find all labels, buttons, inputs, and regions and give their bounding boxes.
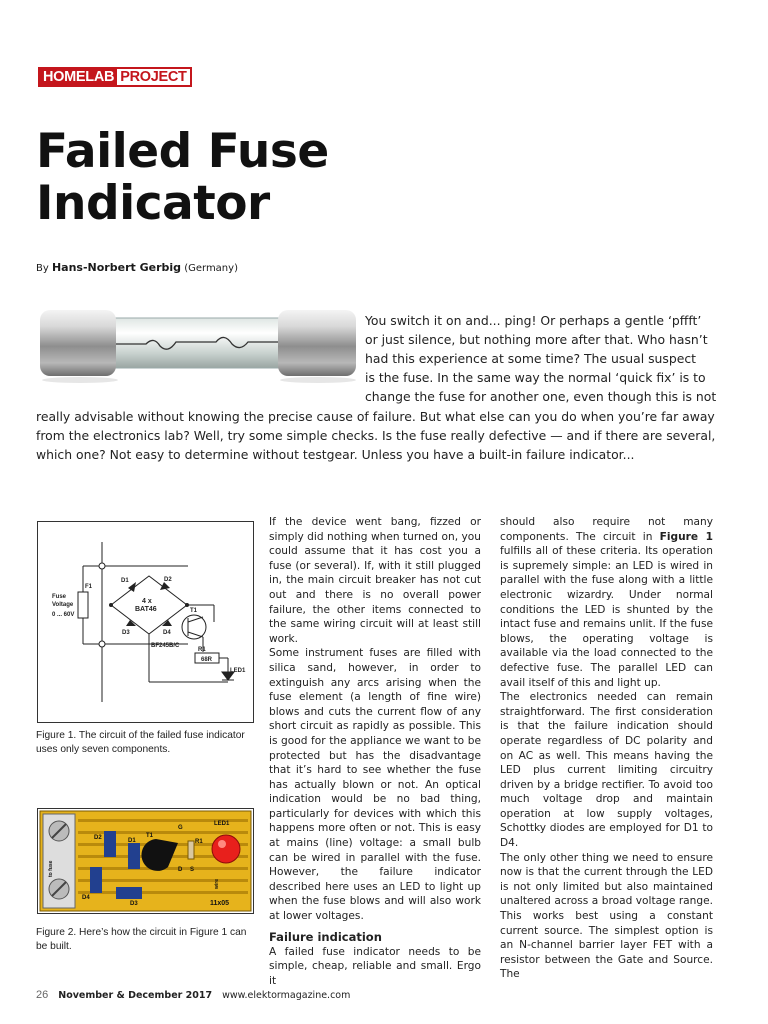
fig1-label-f1: F1 [85,584,93,590]
page-footer [36,990,350,1001]
fig1-label-d1: D1 [121,578,129,584]
section-badge [38,67,192,87]
fuse-illustration [36,306,358,386]
section-heading: Failure indication [269,929,382,944]
author-name: Hans-Norbert Gerbig [51,261,182,274]
article-title [36,126,329,230]
fig2-label-s: S [190,867,195,873]
figure-2-caption: Figure 2. Here’s how the circuit in Figure 1 can be built. [36,927,247,952]
fig1-label-range: 0 ... 60V [52,612,75,618]
figure-1-schematic [37,521,254,723]
fig2-label-d4: D4 [82,895,90,901]
figure-reference: Figure 1 [659,530,713,543]
fig1-label-fuse: Fuse [52,594,67,600]
fig2-label-g: G [178,825,183,831]
issue-date: November & December 2017 [58,990,213,1001]
intro-line: You switch it on and... ping! Or perhaps a gentle ‘pffft’ [365,313,702,328]
fig2-label-size: 11x05 [210,900,230,907]
fig1-label-bridge-count: 4 x [142,598,152,605]
intro-line: is the fuse. In the same way the normal ‘quick fix’ is to [365,370,706,385]
paragraph: Some instrument fuses are filled with silica sand, however, in order to extinguish any arcs arising when the fuse element (a length of fine wire) blows and cuts the current flow of any short circuit as rapidly as possible. This is good for the appliance we want to be protected but has the disadvantage that it’s hard to see whether the fuse has actually blown or not. An optical indication would be no bad thing, particularly for devices with which this happens more often or not. This is easy at mains (line) voltage: a small bulb can be wired in parallel with the fuse. However, the failure indicator described here uses an LED to light up when the fuse blows and will also work at lower voltages. [269,647,481,923]
fig1-label-d2: D2 [164,577,172,583]
intro-line: from the electronics lab? Well, try some simple checks. Is the fuse really defective — and if there are several, [36,428,716,443]
text-run: fulfills all of these criteria. Its operation is supremely simple: an LED is wired in parallel with the fuse along with a little electronic wizardry. Under normal conditions the LED is shunted by the intact fuse and remains unlit. If the fuse blows, the operating voltage is available via the load connected to the defective fuse. The parallel LED can avail itself of this and light up. [500,545,713,689]
fig2-label-d1: D1 [128,838,136,844]
paragraph [500,515,713,690]
fig1-label-voltage: Voltage [52,602,74,608]
fig1-label-t1: T1 [190,608,198,614]
figure-1-caption: Figure 1. The circuit of the failed fuse indicator uses only seven components. [36,730,245,755]
fig2-label-d: D [178,867,183,873]
body-column-3 [500,515,713,982]
badge-homelab: HOMELAB [40,69,117,85]
title-line-1: Failed Fuse [36,124,329,179]
fig1-label-r1: R1 [198,647,206,653]
intro-line: really advisable without knowing the precise cause of failure. But what else can you do when you’re far away [36,409,715,424]
paragraph: A failed fuse indicator needs to be simple, cheap, reliable and small. Ergo it [269,945,481,987]
fig2-label-d3: D3 [130,901,138,907]
title-line-2: Indicator [36,176,270,231]
paragraph: If the device went bang, fizzed or simply did nothing when turned on, you could assume that it has cost you a fuse (or several). If, with it still plugged in, the main circuit breaker has not cut out and there is no overall power failure, the other items connected to the same wiring circuit will at least still work. [269,516,481,645]
figure-2-board [37,808,254,914]
byline [36,261,238,274]
website: www.elektormagazine.com [222,990,351,1001]
fig1-label-d4: D4 [163,630,171,636]
fig1-label-d3: D3 [122,630,130,636]
intro-line: or just silence, but nothing more after that. Who hasn’t [365,332,708,347]
fig2-label-led: LED1 [214,821,230,827]
paragraph: The only other thing we need to ensure now is that the current through the LED is not only limited but also maintained unaltered across a broad voltage range. This works best using a constant current source. The simplest option is an N-channel barrier layer FET with a resistor between the Gate and Source. The [500,851,713,981]
byline-by: By [36,263,49,274]
fig2-label-d2: D2 [94,835,102,841]
fig1-label-bridge-part: BAT46 [135,606,157,613]
fig2-label-wire: wire [214,878,220,889]
intro-line: change the fuse for another one, even though this is not [365,389,717,404]
page-number: 26 [36,989,49,1001]
fig2-label-t1: T1 [146,833,154,839]
intro-line: had this experience at some time? The usual suspect [365,351,697,366]
badge-project: PROJECT [117,69,189,85]
text-run: should also require not many components. The circuit in [500,516,713,543]
body-column-2 [269,515,481,988]
fig1-label-fet: BF245B/C [151,643,180,649]
intro-line: which one? Not easy to determine without testgear. Unless you have a built-in failure indicator... [36,447,635,462]
fig2-label-r1: R1 [195,839,203,845]
fig1-label-led: LED1 [230,668,246,674]
author-country: (Germany) [184,263,238,274]
paragraph: The electronics needed can remain straightforward. The first consideration is that the failure indication should operate regardless of DC polarity and on AC as well. This means having the LED plus current limiting circuitry driven by a bridge rectifier. To avoid too much voltage drop and maintain operation at low supply voltages, Schottky diodes are employed for D1 to D4. [500,691,713,850]
fig1-label-r1-value: 68R [201,657,213,663]
fig2-label-fuse: to fuse [48,860,54,877]
